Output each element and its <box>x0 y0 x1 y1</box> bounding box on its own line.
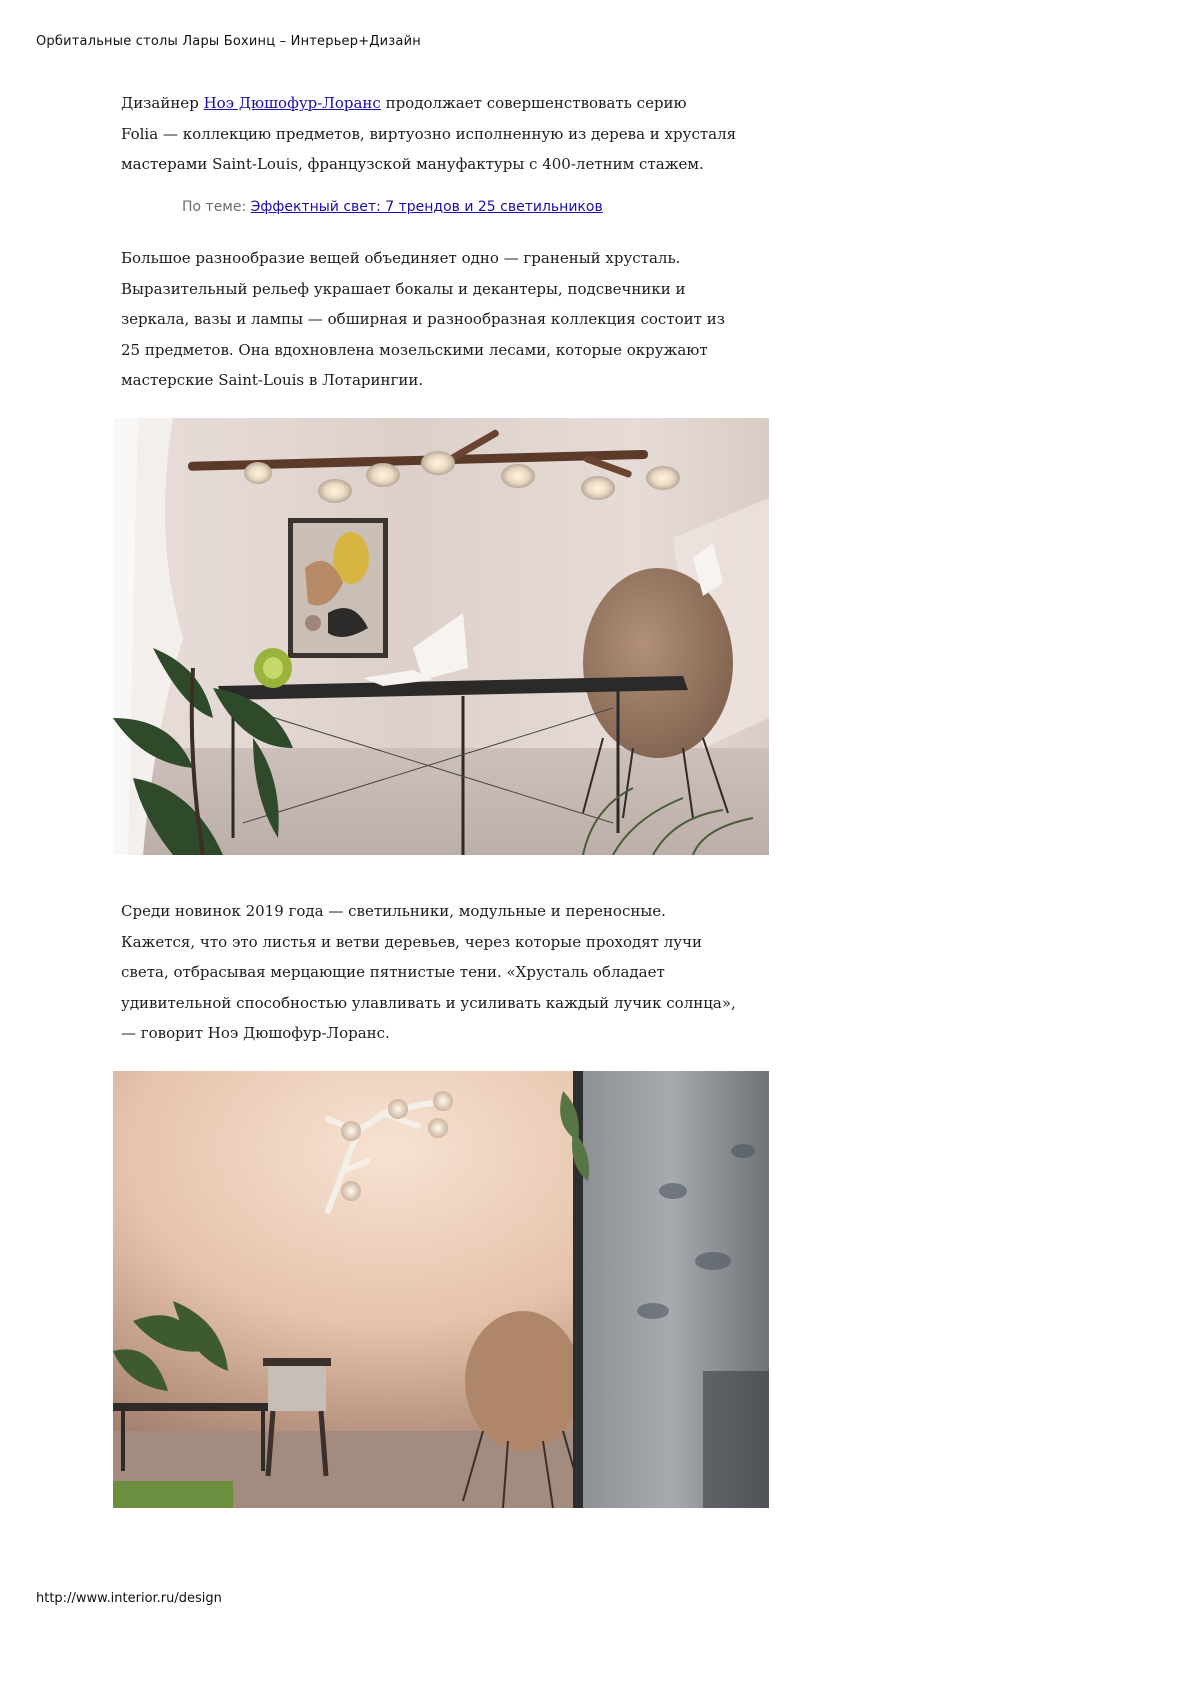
paragraph-line: Среди новинок 2019 года — светильники, модульные и переносные. <box>121 902 666 920</box>
paragraph-line: Выразительный рельеф украшает бокалы и декантеры, подсвечники и <box>121 279 686 298</box>
paragraph-line: Большое разнообразие вещей объединяет одно — граненый хрусталь. <box>121 249 681 267</box>
folia-wall-lamp-photo <box>113 1071 769 1508</box>
paragraph-novelties <box>121 896 761 1049</box>
paragraph-line: света, отбрасывая мерцающие пятнистые тени. «Хрусталь обладает <box>121 963 665 981</box>
intro-paragraph <box>121 88 761 180</box>
related-label: По теме: <box>182 199 251 215</box>
folia-pendant-lamp-photo <box>113 418 769 855</box>
intro-line-2: Folia — коллекцию предметов, виртуозно исполненную из дерева и хрусталя <box>121 124 737 143</box>
related-article-link[interactable]: Эффектный свет: 7 трендов и 25 светильников <box>250 199 603 215</box>
related-article <box>182 199 603 215</box>
paragraph-line: удивительной способностью улавливать и усиливать каждый лучик солнца», <box>121 993 736 1012</box>
paragraph-line: мастерские Saint-Louis в Лотарингии. <box>121 371 424 389</box>
paragraph-line: 25 предметов. Она вдохновлена мозельскими лесами, которые окружают <box>121 340 708 359</box>
paragraph-line: — говорит Ноэ Дюшофур-Лоранс. <box>121 1024 390 1042</box>
page-header-title: Орбитальные столы Лары Бохинц – Интерьер+Дизайн <box>36 34 421 49</box>
page-footer-url: http://www.interior.ru/design <box>36 1591 222 1606</box>
intro-line-3: мастерами Saint-Louis, французской мануфактуры с 400-летним стажем. <box>121 155 704 173</box>
designer-link[interactable]: Ноэ Дюшофур-Лоранс <box>203 94 381 112</box>
intro-prefix: Дизайнер <box>121 94 204 112</box>
intro-line-1-rest: продолжает совершенствовать серию <box>380 94 687 112</box>
paragraph-line: зеркала, вазы и лампы — обширная и разнообразная коллекция состоит из <box>121 310 725 328</box>
paragraph-crystal <box>121 243 761 396</box>
paragraph-line: Кажется, что это листья и ветви деревьев, через которые проходят лучи <box>121 932 703 951</box>
intro-line-1 <box>121 88 761 119</box>
